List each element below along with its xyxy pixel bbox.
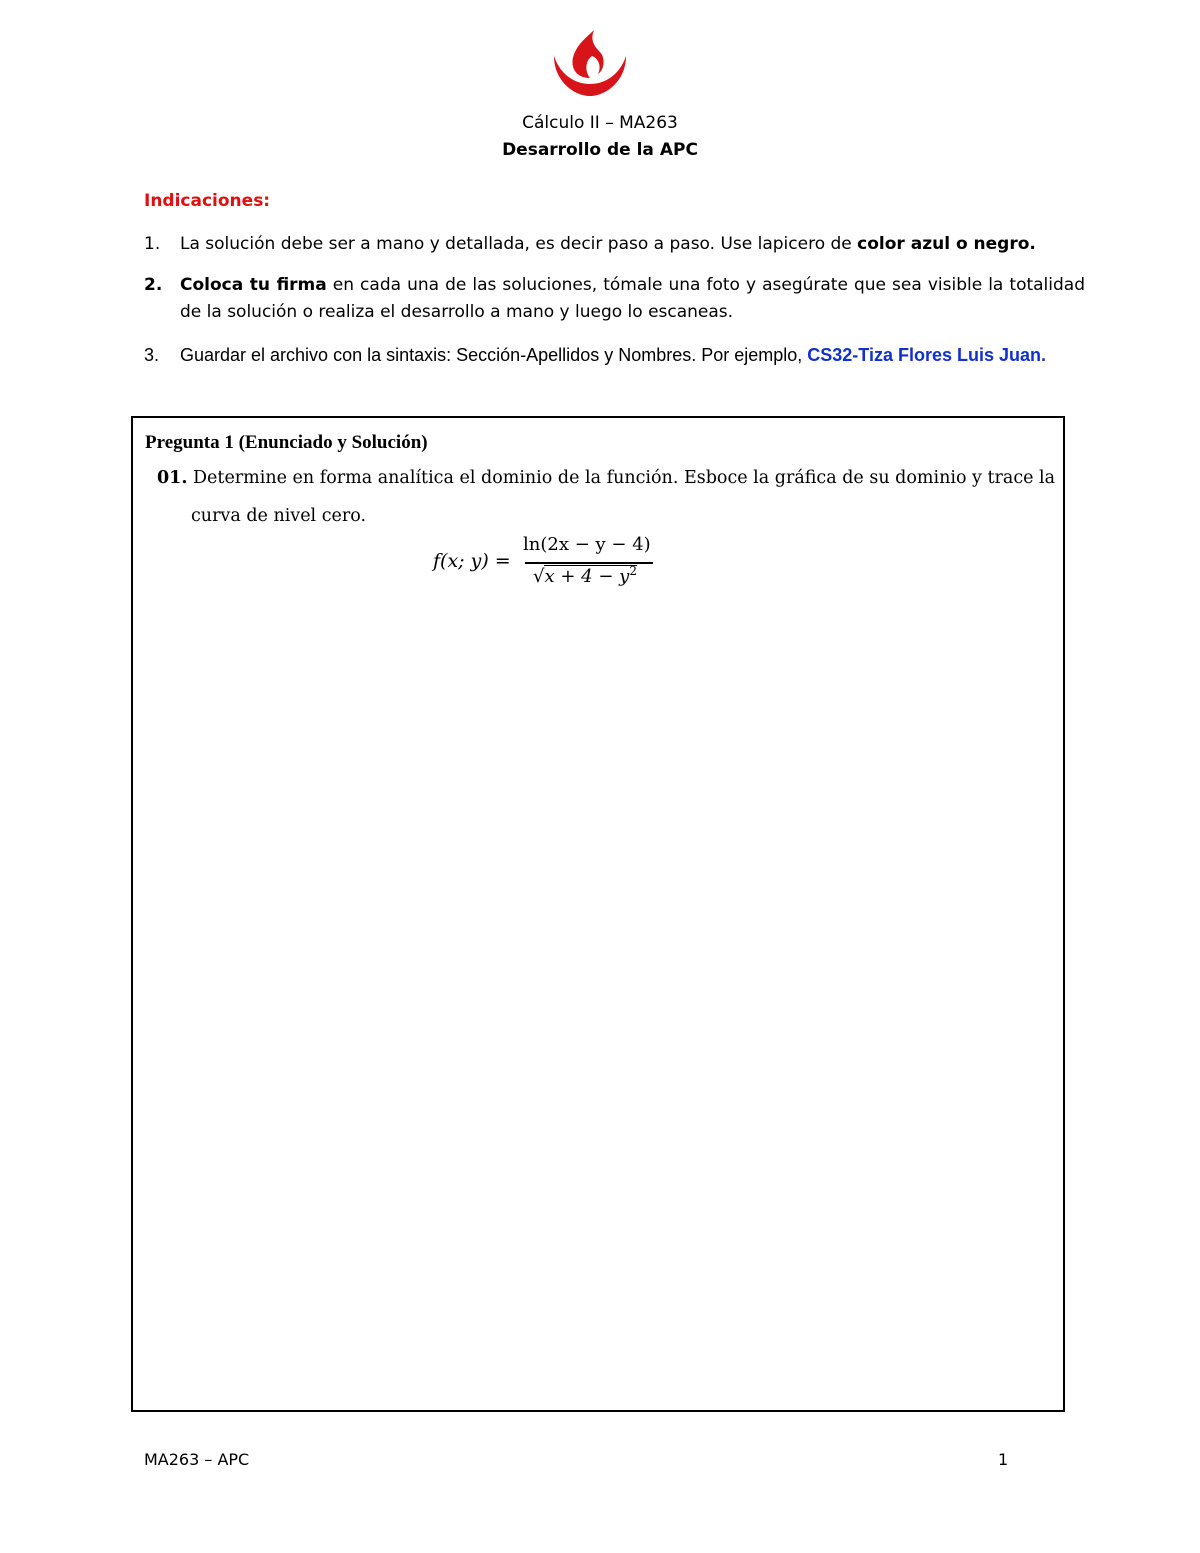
- instruction-text: [180, 272, 1085, 326]
- instruction-text-part: en cada una de las soluciones, tómale una foto y asegúrate que sea visible la totalidad de la solución o realiza el desarrollo a mano y luego lo escaneas.: [180, 275, 1085, 322]
- footer-page-number: 1: [998, 1450, 1009, 1469]
- course-title: Cálculo II – MA263: [522, 113, 678, 133]
- instruction-text-emphasis: color azul o negro.: [857, 234, 1036, 254]
- instruction-text: [180, 344, 1085, 367]
- instruction-text-emphasis: Coloca tu firma: [180, 275, 327, 295]
- document-subtitle: Desarrollo de la APC: [502, 140, 698, 160]
- instruction-text-part: La solución debe ser a mano y detallada, es decir paso a paso. Use lapicero de: [180, 234, 858, 254]
- instruction-text: [180, 231, 1085, 258]
- instructions-heading: Indicaciones:: [144, 191, 271, 211]
- question-text-line-1: Determine en forma analítica el dominio de la función. Esboce la gráfica de su dominio y trace la: [193, 468, 1056, 488]
- formula-denominator: [533, 564, 637, 587]
- instruction-number: 2.: [144, 275, 163, 295]
- radicand-exponent: 2: [629, 564, 637, 578]
- radical-sign: √: [533, 566, 545, 587]
- question-statement: [157, 468, 1055, 488]
- function-formula: [433, 532, 663, 598]
- question-title: Pregunta 1 (Enunciado y Solución): [145, 432, 428, 453]
- upc-logo-icon: [550, 26, 630, 98]
- filename-example: CS32-Tiza Flores Luis Juan.: [807, 345, 1047, 365]
- answer-box: [131, 416, 1065, 1412]
- question-text-line-2: curva de nivel cero.: [191, 506, 367, 526]
- radicand: [544, 565, 636, 587]
- question-number: 01.: [157, 468, 188, 488]
- instruction-number: 3.: [144, 345, 160, 365]
- radicand-body: x + 4 − y: [544, 566, 630, 587]
- instruction-number: 1.: [144, 234, 161, 254]
- footer-course-code: MA263 – APC: [144, 1450, 250, 1469]
- formula-numerator: ln(2x − y − 4): [523, 534, 651, 555]
- formula-lhs: f(x; y) =: [433, 550, 511, 572]
- instruction-text-part: Guardar el archivo con la sintaxis: Sección-Apellidos y Nombres. Por ejemplo,: [180, 345, 808, 365]
